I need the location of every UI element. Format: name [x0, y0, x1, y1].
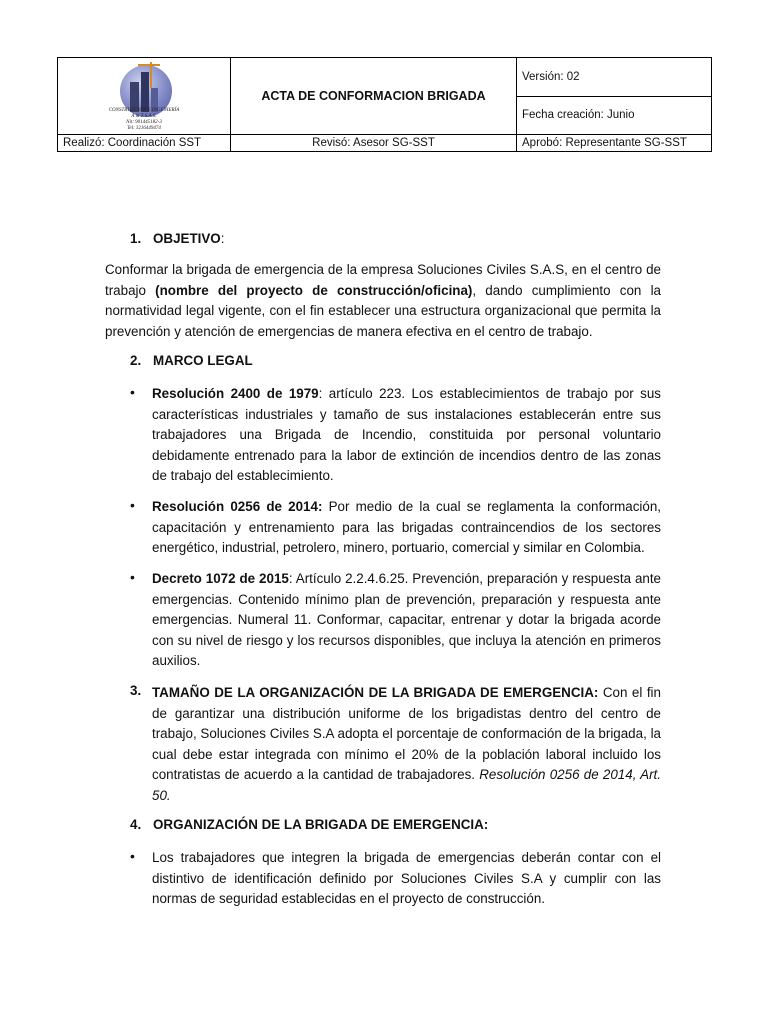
version-cell: Versión: 02 — [517, 58, 712, 97]
company-logo — [58, 58, 230, 134]
made-by-cell: Realizó: Coordinación SST — [58, 135, 231, 152]
section-3-paragraph: TAMAÑO DE LA ORGANIZACIÓN DE LA BRIGADA DE EMERGENCIA: Con el fin de garantizar una distribución uniforme de los brigadistas dentro del centro de trabajo, Soluciones Civiles S.A adopta el porcentaje de conformación de la brigada, la cual debe estar integrada con mínimo el 20% de la población laboral incluido los contratistas de acuerdo a la cantidad de trabajadores. Resolución 0256 de 2014, Art. 50. — [152, 685, 661, 803]
document-title: ACTA DE CONFORMACION BRIGADA — [231, 58, 517, 135]
bullet-marker: • — [130, 497, 135, 513]
document-header-table — [57, 57, 712, 152]
creation-date-cell: Fecha creación: Junio — [517, 96, 712, 135]
logo-company-line2: A & Z S.A.S. — [131, 114, 157, 119]
section-4-heading: 4. ORGANIZACIÓN DE LA BRIGADA DE EMERGENCIA: — [130, 817, 489, 832]
section-2-heading: 2. MARCO LEGAL — [130, 353, 253, 368]
section-1-heading: 1. OBJETIVO: — [130, 231, 225, 246]
logo-cell — [58, 58, 231, 135]
bullet-marker: • — [130, 569, 135, 585]
section-3-number: 3. — [130, 683, 142, 698]
legal-item-resolucion-2400: Resolución 2400 de 1979: artículo 223. Los establecimientos de trabajo por sus características industriales y tamaño de sus instalaciones establecerán entre sus trabajadores una Brigada de Incendio, constituida por personal voluntario debidamente entrenado para la labor de extinción de incendios dentro de las zonas de trabajo del establecimiento. — [152, 386, 661, 483]
logo-nit: Nit: 901445182-3 — [126, 120, 162, 125]
section-1-paragraph: Conformar la brigada de emergencia de la empresa Soluciones Civiles S.A.S, en el centro de trabajo (nombre del proyecto de construcción/oficina), dando cumplimiento con la normatividad legal vigente, con el fin establecer una estructura organizacional que permita la prevención y atención de emergencias de manera efectiva en el centro de trabajo. — [105, 262, 661, 339]
logo-tel: Tel: 3216449474 — [127, 126, 161, 131]
legal-item-decreto-1072: Decreto 1072 de 2015: Artículo 2.2.4.6.25. Prevención, preparación y respuesta ante emergencias. Contenido mínimo plan de prevención, preparación y respuesta ante emergencias. Numeral 11. Conformar, capacitar, entrenar y dotar la brigada acorde con su nivel de riesgo y los recursos disponibles, que incluya la atención en primeros auxilios. — [152, 571, 662, 668]
bullet-marker: • — [130, 384, 135, 400]
approved-by-cell: Aprobó: Representante SG-SST — [517, 135, 712, 152]
bullet-marker: • — [130, 848, 135, 864]
legal-item-resolucion-0256: Resolución 0256 de 2014: Por medio de la cual se reglamenta la conformación, capacitación y entrenamiento para las brigadas contraincendios de los sectores energético, industrial, petrolero, minero, portuario, comercial y similar en Colombia. — [152, 499, 661, 555]
reviewed-by-cell: Revisó: Asesor SG-SST — [231, 135, 517, 152]
organization-item-1: Los trabajadores que integren la brigada de emergencias deberán contar con el distintivo de identificación definido por Soluciones Civiles S.A y cumplir con las normas de seguridad establecidas en el proyecto de construcción. — [152, 850, 661, 906]
logo-company-line1: CONSTRUCCIÓN E INGENIERÍA — [108, 108, 180, 113]
